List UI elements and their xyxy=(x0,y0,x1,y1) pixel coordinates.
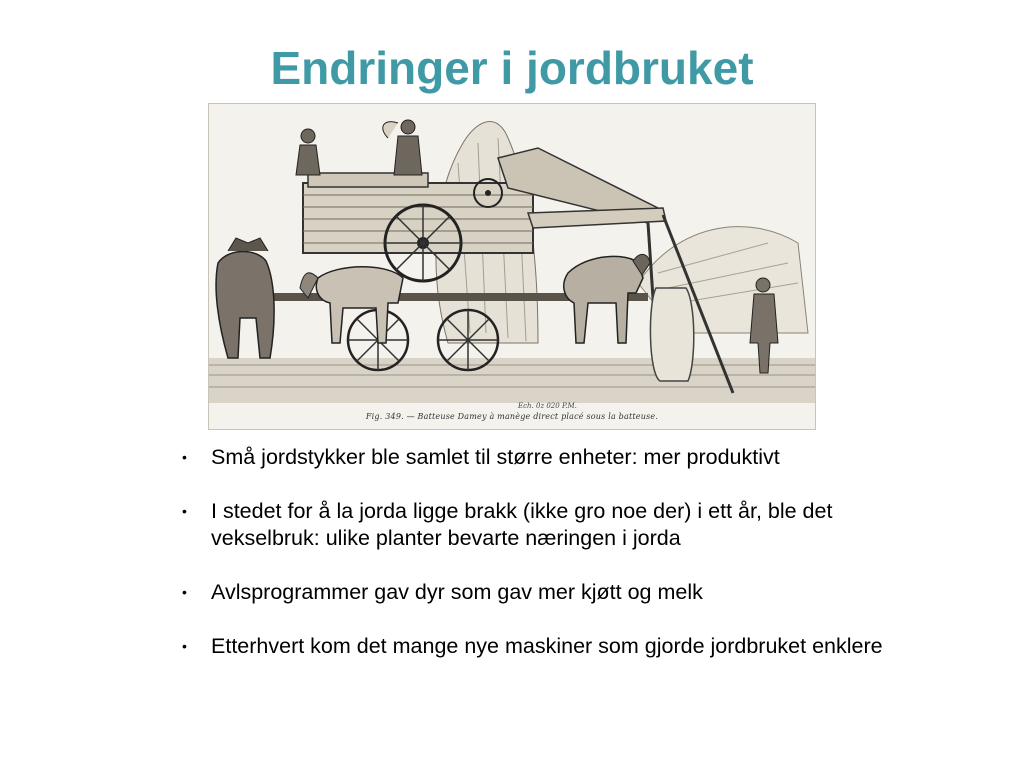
bullet-text: Små jordstykker ble samlet til større enheter: mer produktivt xyxy=(211,445,780,469)
bullet-marker: • xyxy=(182,584,187,600)
figure-scale-note: Ech. 0z 020 P.M. xyxy=(518,402,577,410)
bullet-item xyxy=(180,579,900,606)
bullet-item xyxy=(180,633,900,660)
engraving-illustration xyxy=(208,103,816,430)
slide-title: Endringer i jordbruket xyxy=(270,42,754,94)
bullet-marker: • xyxy=(182,503,187,519)
bullet-marker: • xyxy=(182,449,187,465)
bullet-text: Avlsprogrammer gav dyr som gav mer kjøtt og melk xyxy=(211,580,703,604)
bullet-list xyxy=(180,444,900,687)
bullet-text: I stedet for å la jorda ligge brakk (ikke gro noe der) i ett år, ble det vekselbruk: ulike planter bevarte næringen i jorda xyxy=(211,499,833,550)
bullet-item xyxy=(180,444,900,471)
bullet-marker: • xyxy=(182,638,187,654)
bullet-text: Etterhvert kom det mange nye maskiner som gjorde jordbruket enklere xyxy=(211,634,883,658)
bullet-item xyxy=(180,498,900,552)
threshing-machine-engraving xyxy=(208,103,816,430)
figure-caption: Fig. 349. — Batteuse Damey à manège direct placé sous la batteuse. xyxy=(365,412,659,421)
